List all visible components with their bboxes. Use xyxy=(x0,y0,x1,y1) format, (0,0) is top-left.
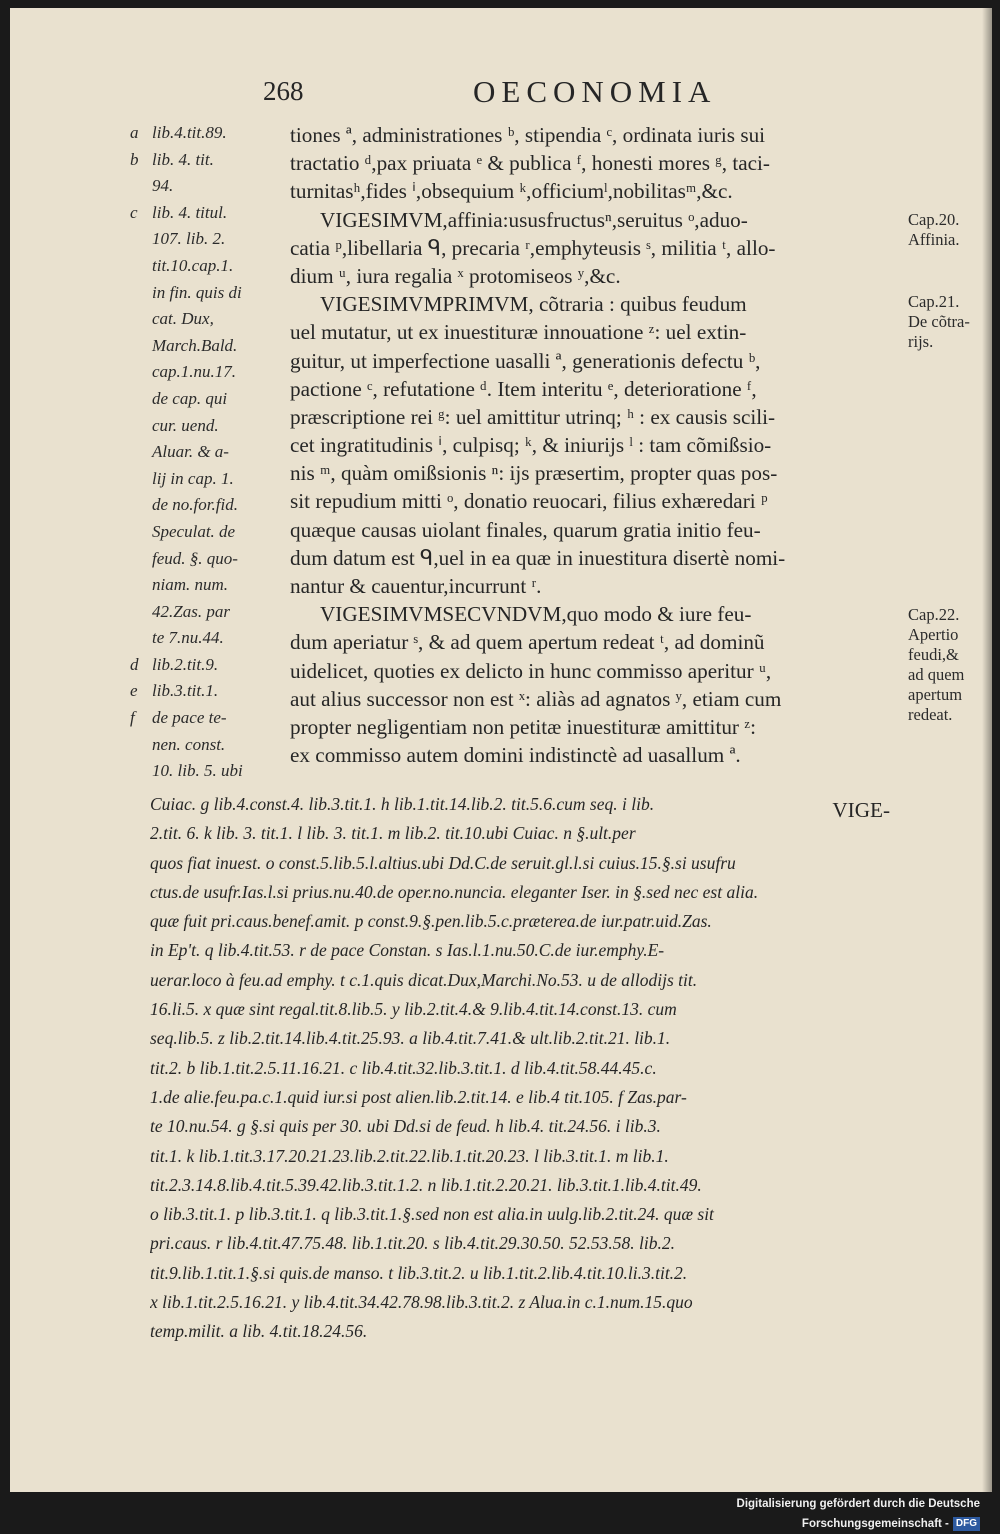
margin-note-line xyxy=(130,652,295,679)
footnote-line: o lib.3.tit.1. p lib.3.tit.1. q lib.3.tit.1.§.sed non est alia.in uulg.lib.2.tit.24. quæ sit xyxy=(150,1204,714,1225)
main-text-line: pactione ᶜ, refutatione ᵈ. Item interitu ᵉ, deterioratione ᶠ, xyxy=(290,376,757,401)
left-margin-notes xyxy=(130,120,295,785)
margin-note-line xyxy=(130,439,295,466)
main-text-line: tiones ª, administrationes ᵇ, stipendia ᶜ, ordinata iuris sui xyxy=(290,123,766,147)
footnote-line: uerar.loco à feu.ad emphy. t c.1.quis dicat.Dux,Marchi.No.53. u de allodijs tit. xyxy=(150,969,698,990)
margin-heading-line: ad quem xyxy=(908,665,965,684)
catchword: VIGE- xyxy=(832,798,890,822)
main-text-line: VIGESIMVMSECVNDVM,quo modo & iure feu- xyxy=(320,602,752,627)
note-text: niam. num. xyxy=(152,575,229,595)
margin-heading-line: apertum xyxy=(908,685,963,704)
margin-note-line xyxy=(130,200,295,227)
margin-note-line xyxy=(130,546,295,573)
right-margin-note-cap22 xyxy=(908,605,964,725)
note-text: March.Bald. xyxy=(152,335,238,355)
margin-heading-line: feudi,& xyxy=(908,645,959,664)
main-text-line: ex commisso autem domini indistinctè ad uasallum ª. xyxy=(290,743,741,768)
main-text-line: quæque causas uiolant finales, quarum gratia initio feu- xyxy=(290,517,761,542)
margin-note-line xyxy=(130,705,295,732)
note-text: tit.10.cap.1. xyxy=(152,255,234,275)
main-text-line: VIGESIMVM,affinia:ususfructusⁿ,seruitus ᵒ,aduo- xyxy=(320,207,748,232)
footnote-line: quos fiat inuest. o const.5.lib.5.l.altius.ubi Dd.C.de seruit.gl.l.si cuius.15.§.si usufru xyxy=(150,852,736,873)
footnote-line: te 10.nu.54. g §.si quis per 30. ubi Dd.si de feud. h lib.4. tit.24.56. i lib.3. xyxy=(150,1116,661,1137)
scanned-page xyxy=(10,8,992,1492)
main-text-line: sit repudium mitti ᵒ, donatio reuocari, filius exhæredari ᵖ xyxy=(290,489,768,514)
note-text: lib. 4. titul. xyxy=(152,202,228,222)
margin-note-line xyxy=(130,572,295,599)
right-margin-note-cap21 xyxy=(908,292,970,352)
margin-heading-line: rijs. xyxy=(908,332,934,351)
dfg-logo: DFG xyxy=(953,1517,980,1531)
note-text: lib.4.tit.89. xyxy=(152,123,227,142)
main-text-line: uidelicet, quoties ex delicto in hunc commisso aperitur ᵘ, xyxy=(290,658,772,683)
note-text: lib.3.tit.1. xyxy=(152,681,219,701)
main-text-line: turnitasʰ,fides ⁱ,obsequium ᵏ,officiumˡ,nobilitasᵐ,&c. xyxy=(290,179,733,204)
margin-note-line xyxy=(130,253,295,280)
footnote-line: seq.lib.5. z lib.2.tit.14.lib.4.tit.25.93. a lib.4.tit.7.41.& ult.lib.2.tit.21. lib.1. xyxy=(150,1028,671,1049)
main-text-line: cet ingratitudinis ⁱ, culpisq; ᵏ, & iniurijs ˡ : tam cõmißsio- xyxy=(290,433,772,458)
main-text-line: VIGESIMVMPRIMVM, cõtraria : quibus feudum xyxy=(320,292,747,317)
note-text: lib.2.tit.9. xyxy=(152,654,219,674)
margin-note-line xyxy=(130,226,295,253)
footnote-line: x lib.1.tit.2.5.16.21. y lib.4.tit.34.42.78.98.lib.3.tit.2. z Alua.in c.1.num.15.quo xyxy=(150,1292,693,1313)
note-text: 42.Zas. par xyxy=(152,601,230,621)
note-text: lij in cap. 1. xyxy=(152,468,234,488)
note-text: 94. xyxy=(152,176,174,196)
page-number: 268 xyxy=(263,76,304,106)
margin-note-line xyxy=(130,333,295,360)
main-text-line: guitur, ut imperfectione uasalli ª, generationis defectu ᵇ, xyxy=(290,348,761,373)
margin-heading-line: Cap.21. xyxy=(908,292,960,311)
note-text: Aluar. & a- xyxy=(152,442,229,462)
main-text-line: dum aperiatur ˢ, & ad quem apertum redeat ᵗ, ad dominũ xyxy=(290,630,765,655)
margin-note-line xyxy=(130,386,295,413)
note-letter: c xyxy=(130,202,138,222)
footnote-line: tit.2. b lib.1.tit.2.5.11.16.21. c lib.4.tit.32.lib.3.tit.1. d lib.4.tit.58.44.45.c. xyxy=(150,1057,657,1078)
main-text-line: uel mutatur, ut ex inuestituræ innouatione ᶻ: uel extin- xyxy=(290,320,747,345)
running-title: OECONOMIA xyxy=(473,74,717,109)
footnote-line: ctus.de usufr.Ias.l.si prius.nu.40.de oper.no.nuncia. eleganter Iser. in §.sed nec est alia. xyxy=(150,881,759,902)
footnote-line: tit.9.lib.1.tit.1.§.si quis.de manso. t lib.3.tit.2. u lib.1.tit.2.lib.4.tit.10.li.3.tit.2. xyxy=(150,1262,688,1283)
main-text-line: nis ᵐ, quàm omißsionis ⁿ: ijs præsertim, propter quas pos- xyxy=(290,461,778,486)
margin-note-line xyxy=(130,280,295,307)
margin-note-line xyxy=(130,758,295,785)
margin-note-line xyxy=(130,413,295,440)
margin-note-line xyxy=(130,120,295,147)
margin-heading-line: Apertio xyxy=(908,625,959,644)
note-text: de no.for.fid. xyxy=(152,495,238,515)
footnote-line: tit.2.3.14.8.lib.4.tit.5.39.42.lib.3.tit.1.2. n lib.1.tit.2.20.21. lib.3.tit.1.lib.4.tit.49. xyxy=(150,1174,702,1195)
main-text-line: dium ᵘ, iura regalia ˣ protomiseos ʸ,&c. xyxy=(290,263,621,288)
note-text: lib. 4. tit. xyxy=(152,149,214,169)
margin-heading-line: redeat. xyxy=(908,705,953,724)
margin-note-line xyxy=(130,599,295,626)
margin-note-line xyxy=(130,466,295,493)
footnote-line: Cuiac. g lib.4.const.4. lib.3.tit.1. h lib.1.tit.14.lib.2. tit.5.6.cum seq. i lib. xyxy=(150,794,655,814)
note-text: cur. uend. xyxy=(152,415,219,435)
footnotes-block xyxy=(150,790,930,1347)
note-text: Speculat. de xyxy=(152,521,236,541)
footnote-line: 2.tit. 6. k lib. 3. tit.1. l lib. 3. tit.1. m lib.2. tit.10.ubi Cuiac. n §.ult.per xyxy=(150,823,636,844)
margin-note-line xyxy=(130,732,295,759)
margin-heading-line: Cap.22. xyxy=(908,605,960,624)
digitization-credit xyxy=(600,1494,980,1530)
main-text-line: catia ᵖ,libellaria ᑫ, precaria ʳ,emphyteusis ˢ, militia ᵗ, allo- xyxy=(290,235,776,260)
footnote-line: tit.1. k lib.1.tit.3.17.20.21.23.lib.2.tit.22.lib.1.tit.20.23. l lib.3.tit.1. m lib.1. xyxy=(150,1145,669,1166)
margin-note-line xyxy=(130,492,295,519)
margin-note-line xyxy=(130,519,295,546)
footnote-line: pri.caus. r lib.4.tit.47.75.48. lib.1.tit.20. s lib.4.tit.29.30.50. 52.53.58. lib.2. xyxy=(150,1233,676,1254)
note-text: te 7.nu.44. xyxy=(152,628,224,648)
main-text-line: propter negligentiam non petitæ inuestituræ amittitur ᶻ: xyxy=(290,714,756,739)
note-letter: e xyxy=(130,681,138,701)
main-text-block xyxy=(290,121,890,769)
note-text: in fin. quis di xyxy=(152,282,242,302)
note-text: feud. §. quo- xyxy=(152,548,238,568)
margin-note-line xyxy=(130,625,295,652)
margin-heading-line: De cõtra- xyxy=(908,312,970,331)
margin-heading-line: Cap.20. xyxy=(908,210,960,229)
right-margin-note-cap20 xyxy=(908,210,959,250)
footnote-line: in Ep't. q lib.4.tit.53. r de pace Constan. s Ias.l.1.nu.50.C.de iur.emphy.E- xyxy=(150,940,665,961)
note-letter: f xyxy=(130,708,135,728)
main-text-line: nantur & cauentur,incurrunt ʳ. xyxy=(290,574,542,598)
margin-note-line xyxy=(130,359,295,386)
main-text-line: præscriptione rei ᵍ: uel amittitur utrinq; ʰ : ex causis scili- xyxy=(290,404,776,429)
credit-text: Digitalisierung gefördert durch die Deutsche Forschungsgemeinschaft - xyxy=(736,1498,980,1530)
note-text: 107. lib. 2. xyxy=(152,229,226,249)
note-letter: d xyxy=(130,654,139,674)
margin-heading-line: Affinia. xyxy=(908,230,960,249)
footnote-line: quæ fuit pri.caus.benef.amit. p const.9.§.pen.lib.5.c.præterea.de iur.patr.uid.Zas. xyxy=(150,911,712,932)
note-letter: a xyxy=(130,123,139,142)
footnote-line: temp.milit. a lib. 4.tit.18.24.56. xyxy=(150,1321,368,1342)
margin-note-line xyxy=(130,306,295,333)
note-text: cap.1.nu.17. xyxy=(152,362,237,382)
main-text-line: dum datum est ᑫ,uel in ea quæ in inuestitura disertè nomi- xyxy=(290,545,786,570)
note-letter: b xyxy=(130,149,139,169)
main-text-line: tractatio ᵈ,pax priuata ᵉ & publica ᶠ, honesti mores ᵍ, taci- xyxy=(290,151,770,176)
footnote-line: 1.de alie.feu.pa.c.1.quid iur.si post alien.lib.2.tit.14. e lib.4 tit.105. f Zas.par- xyxy=(150,1086,687,1107)
margin-note-line xyxy=(130,678,295,705)
note-text: de cap. qui xyxy=(152,388,228,408)
note-text: de pace te- xyxy=(152,708,227,728)
margin-note-line xyxy=(130,173,295,200)
note-text: cat. Dux, xyxy=(152,309,214,329)
footnote-line: 16.li.5. x quæ sint regal.tit.8.lib.5. y lib.2.tit.4.& 9.lib.4.tit.14.const.13. cum xyxy=(150,999,677,1020)
note-text: 10. lib. 5. ubi xyxy=(152,761,243,781)
note-text: nen. const. xyxy=(152,734,226,754)
margin-note-line xyxy=(130,147,295,174)
main-text-line: aut alius successor non est ˣ: aliàs ad agnatos ʸ, etiam cum xyxy=(290,686,782,711)
